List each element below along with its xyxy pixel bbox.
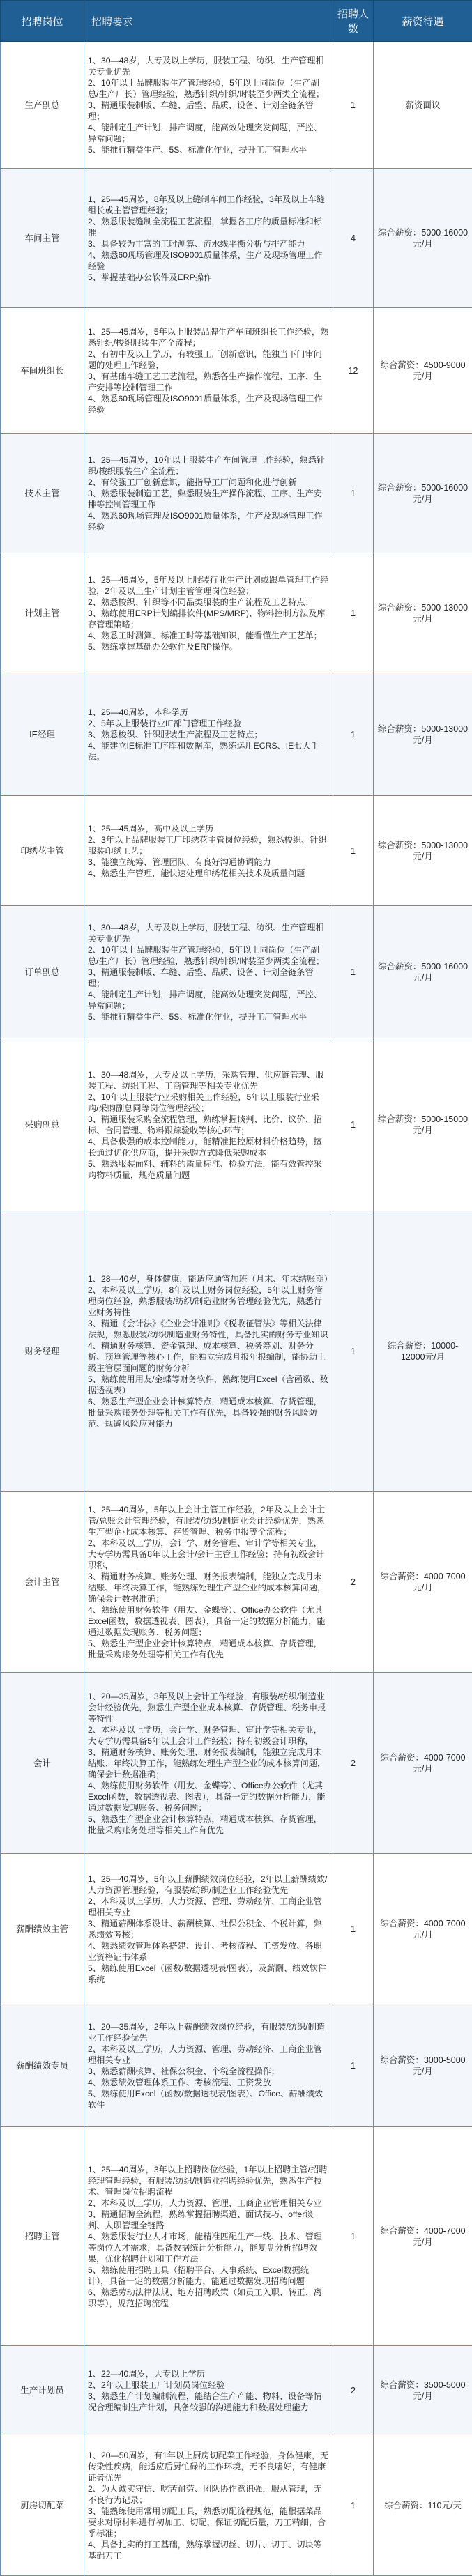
requirement-item: 1、30—48岁，大专及以上学历，服装工程、纺织、生产管理相关专业优先: [88, 922, 329, 944]
requirement-item: 3、熟悉生产计划编制流程，能结合生产产能、物料、设备等情况合理编制生产计划，具备较强的沟通能力和数据处理能力: [88, 2391, 329, 2413]
requirement-item: 5、熟练使用Excel（函数/数据透视表/图表），及薪酬、绩效软件系统: [88, 1963, 329, 1985]
requirement-item: 2、本科及以上学历，人力资源、管理、劳动经济、工商企业管理相关专业: [88, 2044, 329, 2066]
job-position: 会计主管: [1, 1492, 84, 1673]
job-position: 印绣花主管: [1, 796, 84, 906]
requirement-item: 1、25—40周岁，5年以上薪酬绩效岗位经验，2年以上薪酬绩效/人力资源管理经验，有服装/纺织/制造业工作经验优先: [88, 1873, 329, 1896]
requirement-item: 2、2年以上服装工厂计划员岗位经验: [88, 2379, 329, 2391]
header-count: 招聘人数: [333, 1, 374, 42]
requirement-item: 2、10年以上服装行业采购相关工作经验，5年以上服装行业采购/采购副总同等岗位管理经验；: [88, 1091, 329, 1114]
requirement-item: 3、精通财务核算、账务处理、财务报表编制，能独立完成月末结账、年终决算工作，能熟练处理生产型企业的成本核算问题，确保会计数据准确；: [88, 1747, 329, 1780]
job-salary: 综合薪资：4500-9000元/月: [374, 308, 472, 434]
requirement-item: 4、熟悉绩效管理体系工作、考核流程、工资发放: [88, 2077, 329, 2088]
requirement-item: 4、能制定生产计划，排产调度，能高效处理突发问题，严控、异常问题；: [88, 989, 329, 1011]
requirement-item: 3、精通薪酬体系设计、薪酬核算、社保公积金、个税计算，熟悉绩效考核；: [88, 1918, 329, 1940]
requirement-item: 4、精通财务核算、资金管理、成本核算、税务筹划、财务分析、预算管理等核心工作，能独立完成月报年报编制，能协助上级主管层面问题的财务分析: [88, 1340, 329, 1374]
job-position: 厨房切配菜: [1, 2435, 84, 2576]
header-position: 招聘岗位: [1, 1, 84, 42]
table-row: [1, 2435, 472, 2576]
job-salary: 综合薪资：5000-15000元/月: [374, 1038, 472, 1211]
requirement-item: 4、能建立IE标准工序库和数据库，熟练运用ECRS、IE七大手法。: [88, 740, 329, 762]
job-salary: 综合薪资：5000-16000元/月: [374, 906, 472, 1038]
requirement-item: 2、10年以上品牌服装生产管理经验，5年以上同岗位（生产副总/生产厂长）管理经验，熟悉针织/针织/时装至少两类全流程；: [88, 944, 329, 967]
requirement-item: 2、本科及以上学历，人力资源、管理、劳动经济、工商企业管理相关专业: [88, 1896, 329, 1918]
requirement-item: 2、有初中及以上学历，有较强工厂创新意识，能独当下门审问题的处理工作经验，: [88, 348, 329, 371]
requirement-item: 2、本科及以上学历，会计学、财务管理、审计学等相关专业，大专学历需具备8年以上会计/会计主管工作经验；持有初级会计职称，: [88, 1538, 329, 1571]
header-requirements: 招聘要求: [84, 1, 333, 42]
job-requirements: [84, 1492, 333, 1673]
requirement-item: 1、30—48岁，大专及以上学历，服装工程、纺织、生产管理相关专业优先: [88, 55, 329, 77]
table-row: [1, 1038, 472, 1211]
requirement-item: 1、22—40周岁，大专以上学历: [88, 2368, 329, 2379]
table-row: [1, 2127, 472, 2346]
job-headcount: 1: [333, 1854, 374, 2004]
requirement-item: 4、具备极强的成本控制能力，能精准把控原材料价格趋势，擅长通过优化供应商，提升采购方式降低采购成本: [88, 1136, 329, 1158]
job-requirements: [84, 553, 333, 673]
job-headcount: 1: [333, 2127, 374, 2346]
requirement-item: 3、精通服装制版、车缝、后整、品质、设备、计划全链条管理；: [88, 967, 329, 989]
requirement-item: 3、能熟练使用常用切配工具，熟悉切配流程规范，能根据菜品要求对原材料进行初加工、切配，保证切配质量，刀工精细，合乎标准；: [88, 2506, 329, 2539]
job-requirements: [84, 169, 333, 308]
job-salary: 综合薪资：5000-16000元/月: [374, 169, 472, 308]
job-headcount: 4: [333, 169, 374, 308]
requirement-item: 4、熟悉生产管理，能快速处理印绣花相关技术及质量问题: [88, 868, 329, 879]
requirement-item: 1、28—40岁，身体健康，能适应通宵加班（月末、年末结账期）: [88, 1273, 329, 1285]
job-headcount: 1: [333, 906, 374, 1038]
job-headcount: 1: [333, 673, 374, 796]
requirement-item: 4、熟练使用财务软件（用友、金蝶等）、Office办公软件（尤其Excel函数，数据透视表、图表），具备一定的数据分析能力，能通过数据发现账务、税务问题；: [88, 1604, 329, 1638]
job-position: 订单副总: [1, 906, 84, 1038]
job-requirements: [84, 906, 333, 1038]
requirement-item: 3、精通招聘全流程，熟练掌握招聘渠道、面试技巧、offer谈判、人职管理全链路: [88, 2209, 329, 2231]
job-requirements: [84, 308, 333, 434]
requirement-item: 1、20—35周岁，3年及以上会计工作经验，有服装/纺织/制造业会计经验优先，熟悉生产型企业成本核算、存货管理、税务申报等特性: [88, 1691, 329, 1724]
requirement-item: 5、熟练使用招聘工具（招聘平台、人事系统、Excel数据统计），具备一定的数据分析能力，能通过数据发现招聘问题: [88, 2264, 329, 2287]
job-position: 生产副总: [1, 42, 84, 169]
table-row: [1, 553, 472, 673]
requirement-item: 4、能制定生产计划，排产调度，能高效处理突发问题，严控、异常问题；: [88, 122, 329, 144]
job-requirements: [84, 673, 333, 796]
requirement-item: 2、有较强工厂创新意识，能指导工厂问题和化进行创新: [88, 477, 329, 488]
requirement-item: 3、有基础车缝工艺工艺流程，熟悉各生产操作流程、工序、生产安排等控制管理工作: [88, 371, 329, 393]
requirement-item: 5、熟练使用Excel（函数/数据透视表/图表）、Office、薪酬绩效软件: [88, 2088, 329, 2110]
job-position: 采购副总: [1, 1038, 84, 1211]
job-headcount: 1: [333, 434, 374, 553]
requirement-item: 1、25—40周岁，3年以上招聘岗位经验，1年以上招聘主管/招聘经理管理经验，有服装/纺织/制造业招聘经验优先，熟悉生产技术、管理岗位招聘流程: [88, 2164, 329, 2198]
job-position: 财务经理: [1, 1211, 84, 1492]
job-table-body: [1, 42, 472, 2576]
requirement-item: 4、熟悉绩效管理体系搭建、设计、考核流程、工资发放、各职业资格证书体系: [88, 1940, 329, 1963]
table-row: [1, 906, 472, 1038]
requirement-item: 1、25—45周岁，5年以上服装品牌生产车间班组长工作经验，熟悉针织/梭织服装生产全流程；: [88, 326, 329, 348]
requirement-item: 6、熟悉生产型企业会计核算特点，精通成本核算、存货管理，批量采购账务处理等相关工作有优先，具备较强的财务风险防范、规避风险应对能力: [88, 1396, 329, 1429]
table-row: [1, 42, 472, 169]
job-headcount: 12: [333, 308, 374, 434]
requirement-item: 2、10年以上品牌服装生产管理经验，5年以上同岗位（生产副总/生产厂长）管理经验，熟悉针织/针织/时装至少两类全流程；: [88, 77, 329, 100]
requirement-item: 4、熟练使用财务软件（用友、金蝶等）、Office办公软件（尤其Excel函数，数据透视表、图表），具备一定的数据分析能力，能通过数据发现账务、税务问题；: [88, 1780, 329, 1814]
table-row: [1, 1854, 472, 2004]
job-requirements: [84, 796, 333, 906]
job-salary: 综合薪资：5000-13000元/月: [374, 673, 472, 796]
table-row: [1, 2346, 472, 2435]
job-position: 生产计划员: [1, 2346, 84, 2435]
header-row: [1, 1, 472, 42]
requirement-item: 3、能独立统筹、管理团队、有良好沟通协调能力: [88, 857, 329, 868]
job-salary: 综合薪资：110元/天: [374, 2435, 472, 2576]
job-requirements: [84, 1211, 333, 1492]
requirement-item: 1、25—40周岁，本科学历: [88, 707, 329, 718]
table-row: [1, 1492, 472, 1673]
job-position: IE经理: [1, 673, 84, 796]
requirement-item: 2、为人诚实守信、吃苦耐劳、团队协作意识强，服从管理，无不良行为记录；: [88, 2483, 329, 2506]
requirement-item: 2、本科及以上学历，会计学、财务管理、审计学等相关专业，大专学历需具备5年以上会计工作经验；持有初级会计职称，: [88, 1724, 329, 1747]
requirement-item: 1、25—45周岁，8年及以上缝制车间工作经验，3年及以上车缝组长或主管管理经验；: [88, 194, 329, 216]
requirement-item: 1、25—45周岁，10年以上服装生产车间管理工作经验，熟悉针织/梭织服装生产全流程；: [88, 454, 329, 477]
requirement-item: 5、能推行精益生产、5S、标准化作业，提升工厂管理水平: [88, 1011, 329, 1022]
requirement-item: 1、30—48周岁，大专及以上学历，采购管理、供应链管理、服装工程、纺织工程、工商管理等相关专业优先: [88, 1069, 329, 1091]
job-position: 招聘主管: [1, 2127, 84, 2346]
job-salary: 综合薪资：5000-13000元/月: [374, 553, 472, 673]
requirement-item: 3、熟悉服装制造工艺，熟悉服装生产操作流程、工序、生产安排等控制管理工作: [88, 488, 329, 510]
requirement-item: 5、熟悉生产型企业会计核算特点，精通成本核算、存货管理，批量采购账务处理等相关工作有优先: [88, 1814, 329, 1836]
job-requirements: [84, 434, 333, 553]
job-requirements: [84, 2127, 333, 2346]
requirement-item: 5、熟练掌握基础办公软件及ERP操作。: [88, 641, 329, 652]
table-row: [1, 2004, 472, 2127]
requirement-item: 2、熟悉服装缝制全流程工艺流程，掌握各工序的质量标准和标准: [88, 216, 329, 238]
requirement-item: 2、5年以上服装行业IE部门管理工作经验: [88, 718, 329, 729]
requirement-item: 3、熟悉薪酬核算、社保公积金、个税全流程操作；: [88, 2066, 329, 2077]
requirement-item: 1、20—50周岁，有1年以上厨房切配菜工作经验，身体健康，无传染性疾病，能适应后厨忙碌的工作环境，无不良嗜好，有健康证者优先: [88, 2450, 329, 2483]
table-row: [1, 434, 472, 553]
requirement-item: 3、熟练使用ERP计划编排软件(MPS/MRP)、物料控制方法及库存管理策略；: [88, 608, 329, 630]
requirement-item: 5、能推行精益生产、5S、标准化作业，提升工厂管理水平: [88, 144, 329, 155]
job-salary: 综合薪资：4000-7000元/月: [374, 2127, 472, 2346]
job-position: 计划主管: [1, 553, 84, 673]
requirement-item: 3、精通服装采购全流程管理，熟练掌握谈判、比价、议价、招标、合同管理、物料跟踪验收等核心环节；: [88, 1114, 329, 1136]
job-salary: 综合薪资：5000-16000元/月: [374, 434, 472, 553]
job-requirements: [84, 2346, 333, 2435]
job-position: 车间班组长: [1, 308, 84, 434]
job-position: 薪酬绩效主管: [1, 1854, 84, 2004]
job-salary: 综合薪资：3000-5000元/月: [374, 2004, 472, 2127]
job-headcount: 1: [333, 553, 374, 673]
requirement-item: 6、熟悉劳动法律法规、地方招聘政策（如员工入职、转正、离职等），规范招聘流程: [88, 2287, 329, 2309]
job-position: 会计: [1, 1673, 84, 1854]
requirement-item: 3、精通服装制版、车缝、后整、品质、设备、计划全链条管理；: [88, 100, 329, 122]
requirement-item: 3、精通《会计法》《企业会计准则》《税收征管法》等相关法律法规，熟悉服装/纺织制造业财务特性，具备扎实的财务专业知识: [88, 1318, 329, 1340]
job-salary: 综合薪资：3500-5000元/月: [374, 2346, 472, 2435]
job-position: 车间主管: [1, 169, 84, 308]
requirement-item: 1、25—45周岁，5年及以上服装行业生产计划或跟单管理工作经验，2年及以上生产计划主管管理岗位经验；: [88, 574, 329, 597]
job-headcount: 2: [333, 2346, 374, 2435]
job-headcount: 2: [333, 1492, 374, 1673]
job-position: 薪酬绩效专员: [1, 2004, 84, 2127]
requirement-item: 5、熟悉生产型企业会计核算特点，精通成本核算、存货管理，批量采购账务处理等相关工作有优先: [88, 1638, 329, 1660]
job-headcount: 1: [333, 2004, 374, 2127]
job-headcount: 1: [333, 42, 374, 169]
job-requirements: [84, 2004, 333, 2127]
table-row: [1, 1673, 472, 1854]
table-row: [1, 308, 472, 434]
requirement-item: 4、具备扎实的打工基础，熟练掌握切丝、切片、切丁、切块等基础刀工: [88, 2539, 329, 2561]
job-headcount: 1: [333, 2435, 374, 2576]
requirement-item: 1、25—45周岁，高中及以上学历: [88, 823, 329, 834]
job-salary: 综合薪资：5000-13000元/月: [374, 796, 472, 906]
requirement-item: 4、熟悉60现场管理及ISO9001质量体系，生产及现场管理工作经验: [88, 393, 329, 415]
requirement-item: 4、熟悉服装行业人才市场，能精准匹配生产一线、技术、管理等岗位人才需求，具备数据统计分析能力，能复盘分析招聘效果，优化招聘计划和工作方法: [88, 2231, 329, 2264]
job-headcount: 1: [333, 796, 374, 906]
job-requirements: [84, 1038, 333, 1211]
job-requirements: [84, 1854, 333, 2004]
job-headcount: 2: [333, 1673, 374, 1854]
requirement-item: 3、具备较为丰富的工时测算、流水线平衡分析与排产能力: [88, 238, 329, 250]
requirement-item: 5、掌握基础办公软件及ERP操作: [88, 272, 329, 283]
requirement-item: 5、熟练使用用友/金蝶等财务软件，熟练使用Excel（含函数、数据透视表）: [88, 1374, 329, 1396]
requirement-item: 4、熟悉工时测算、标准工时等基础知识，能看懂生产工艺单；: [88, 630, 329, 641]
job-salary: 综合薪资：4000-7000元/月: [374, 1673, 472, 1854]
job-position: 技术主管: [1, 434, 84, 553]
requirement-item: 2、3年以上品牌服装工厂印绣花主管岗位经验，熟悉梭织、针织服装印绣工艺；: [88, 834, 329, 857]
job-requirements: [84, 42, 333, 169]
requirement-item: 2、熟悉梭织、针织等不同品类服装的生产流程及工艺特点；: [88, 597, 329, 608]
requirement-item: 5、熟悉服装面料、辅料的质量标准、检验方法，能有效管控采购物料质量，规范质量问题: [88, 1158, 329, 1181]
table-row: [1, 1211, 472, 1492]
job-salary: 综合薪资：10000-12000元/月: [374, 1211, 472, 1492]
table-row: [1, 673, 472, 796]
requirement-item: 3、精通财务核算、账务处理、财务报表编制，能独立完成月末结账、年终决算工作，能熟练处理生产型企业的成本核算问题，确保会计数据准确；: [88, 1571, 329, 1604]
header-salary: 薪资待遇: [374, 1, 472, 42]
requirement-item: 3、熟悉梭织、针织服装生产流程及工艺特点；: [88, 729, 329, 740]
job-headcount: 1: [333, 1211, 374, 1492]
requirement-item: 1、25—40周岁，5年以上会计主管工作经验，2年及以上会计主管/总账会计管理经验，有服装/纺织/制造业会计经验优先，熟悉生产型企业成本核算、存货管理、税务申报等全流程；: [88, 1504, 329, 1538]
requirement-item: 4、熟悉60现场管理及ISO9001质量体系，生产及现场管理工作经验: [88, 250, 329, 272]
requirement-item: 4、熟悉60现场管理及ISO9001质量体系，生产及现场管理工作经验: [88, 510, 329, 532]
job-salary: 薪资面议: [374, 42, 472, 169]
job-salary: 综合薪资：4000-7000元/月: [374, 1854, 472, 2004]
job-headcount: 1: [333, 1038, 374, 1211]
job-salary: 综合薪资：4000-7000元/月: [374, 1492, 472, 1673]
job-requirements: [84, 2435, 333, 2576]
job-requirements: [84, 1673, 333, 1854]
table-row: [1, 169, 472, 308]
requirement-item: 2、本科及以上学历，8年及以上财务岗位经验，5年以上财务管理岗位经验，熟悉服装/纺织/制造业财务管理经验优先，熟悉行业财务特性: [88, 1285, 329, 1318]
table-row: [1, 796, 472, 906]
requirement-item: 2、本科及以上学历，人力资源、管理、工商企业管理相关专业: [88, 2198, 329, 2209]
requirement-item: 1、20—35周岁，2年以上薪酬绩效岗位经验，有服装/纺织/制造业工作经验优先: [88, 2021, 329, 2044]
